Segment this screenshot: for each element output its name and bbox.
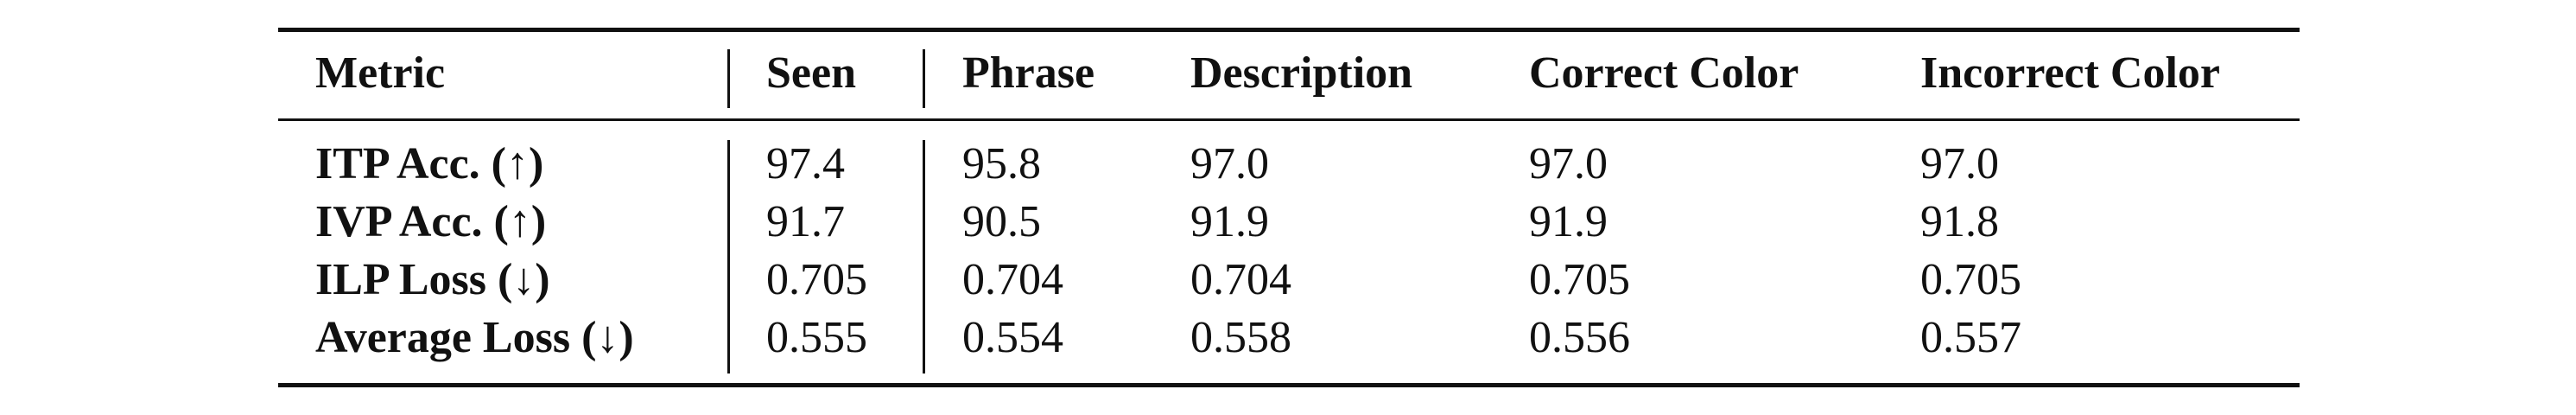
row-label: ITP Acc. (↑)	[315, 139, 544, 188]
column-separator	[923, 49, 925, 108]
table-cell: 0.704	[962, 255, 1063, 304]
table-cell: 0.705	[1920, 255, 2021, 304]
bottom-rule	[278, 383, 2300, 387]
row-label: ILP Loss (↓)	[315, 255, 550, 304]
header-metric: Metric	[315, 48, 446, 98]
table-cell: 97.0	[1529, 139, 1608, 188]
table-cell: 0.704	[1190, 255, 1291, 304]
column-separator	[727, 140, 730, 374]
top-rule	[278, 28, 2300, 32]
header-description: Description	[1190, 48, 1413, 98]
table-cell: 0.554	[962, 313, 1063, 362]
row-label: IVP Acc. (↑)	[315, 197, 547, 246]
header-correct-color: Correct Color	[1529, 48, 1799, 98]
header-phrase: Phrase	[962, 48, 1095, 98]
column-separator	[923, 140, 925, 374]
table-cell: 0.558	[1190, 313, 1291, 362]
table-cell: 0.557	[1920, 313, 2021, 362]
table-cell: 95.8	[962, 139, 1041, 188]
header-seen: Seen	[766, 48, 856, 98]
table-cell: 0.705	[766, 255, 867, 304]
column-separator	[727, 49, 730, 108]
table-cell: 97.0	[1190, 139, 1269, 188]
table-cell: 0.555	[766, 313, 867, 362]
table-cell: 0.556	[1529, 313, 1630, 362]
table-cell: 91.9	[1529, 197, 1608, 246]
header-incorrect-color: Incorrect Color	[1920, 48, 2221, 98]
table-cell: 0.705	[1529, 255, 1630, 304]
table-cell: 91.9	[1190, 197, 1269, 246]
table-cell: 91.7	[766, 197, 845, 246]
header-rule	[278, 118, 2300, 121]
table-cell: 97.0	[1920, 139, 1999, 188]
table-cell: 90.5	[962, 197, 1041, 246]
table-cell: 97.4	[766, 139, 845, 188]
table-cell: 91.8	[1920, 197, 1999, 246]
row-label: Average Loss (↓)	[315, 313, 634, 362]
